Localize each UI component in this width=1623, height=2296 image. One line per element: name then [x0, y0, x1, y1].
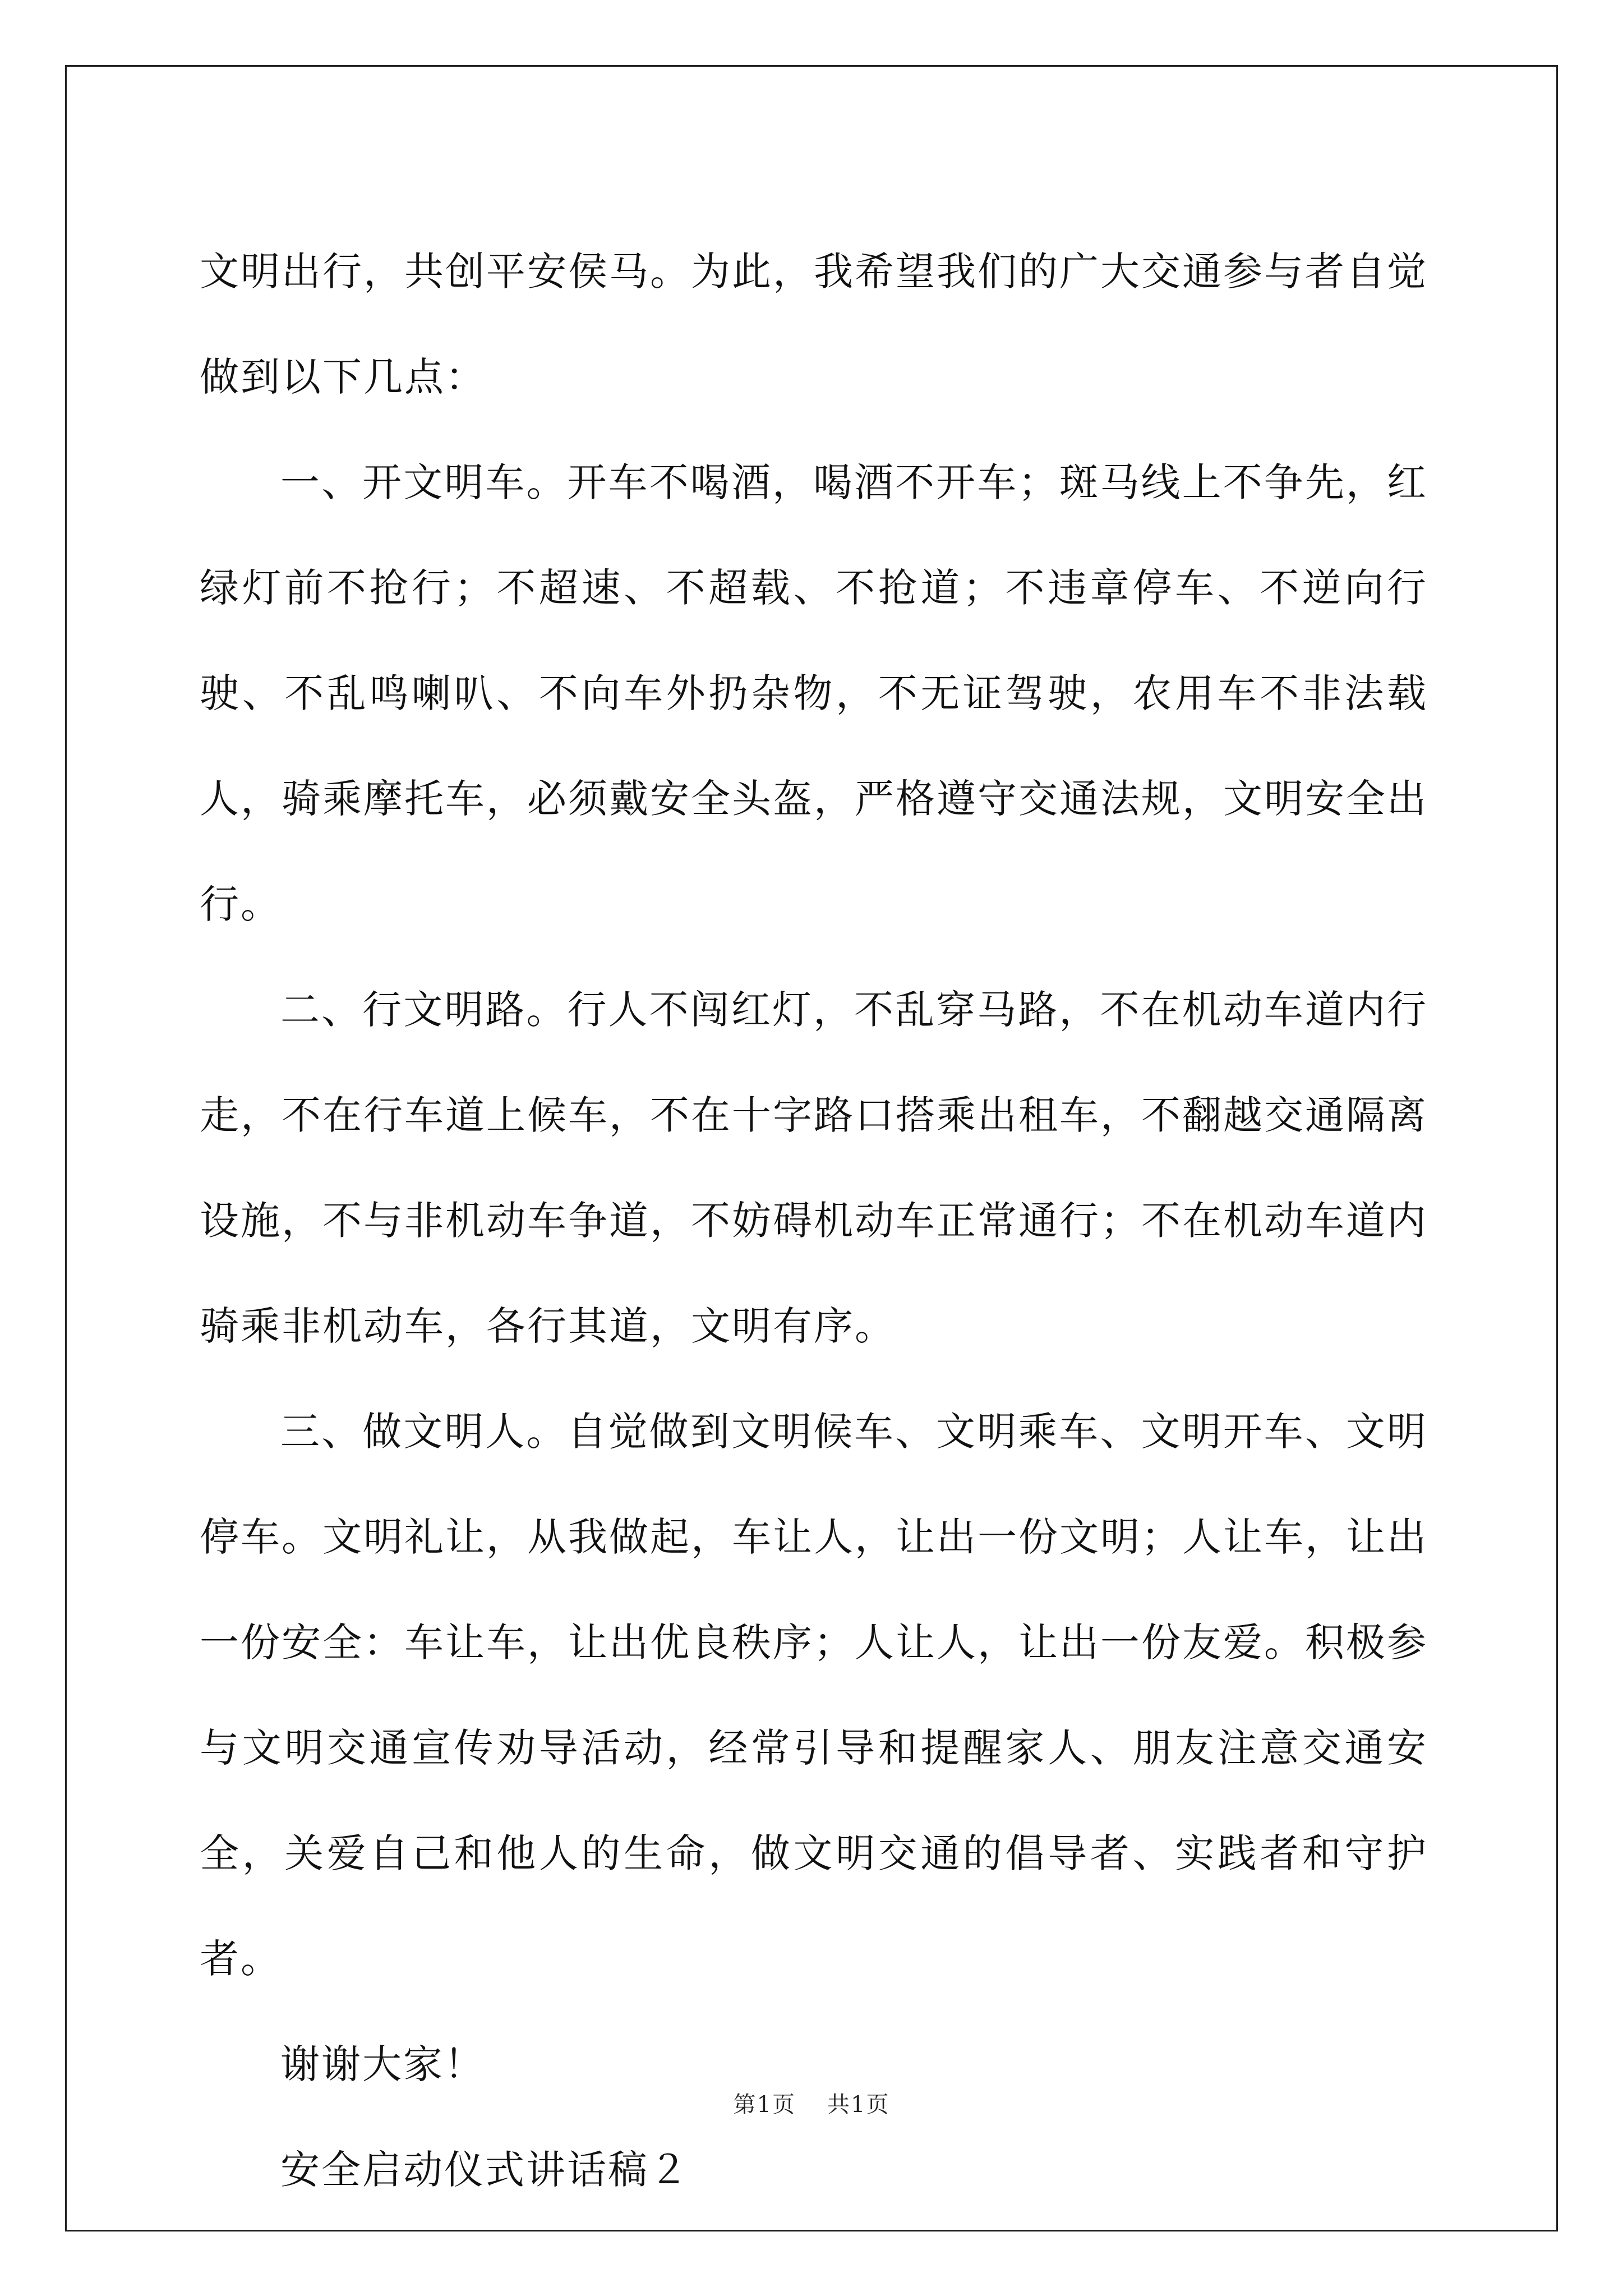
paragraph-point-three: 三、做文明人。自觉做到文明候车、文明乘车、文明开车、文明停车。文明礼让，从我做起，车让人，让出一份文明；人让车，让出一份安全：车让车，让出优良秩序；人让人，让出一份友爱。积极参与文明交通宣传劝导活动，经常引导和提醒家人、朋友注意交通安全，关爱自己和他人的生命，做文明交通的倡导者、实践者和守护者。 — [200, 1409, 1428, 1982]
page-footer — [0, 2087, 1623, 2119]
document-body — [200, 219, 1428, 2223]
page-number: 第1页 — [733, 2092, 796, 2118]
paragraph-thanks: 谢谢大家！ — [280, 2041, 485, 2087]
page-total: 共1页 — [827, 2092, 890, 2118]
paragraph-point-one: 一、开文明车。开车不喝酒，喝酒不开车；斑马线上不争先，红绿灯前不抢行；不超速、不超载、不抢道；不违章停车、不逆向行驶、不乱鸣喇叭、不向车外扔杂物，不无证驾驶，农用车不非法载人，骑乘摩托车，必须戴安全头盔，严格遵守交通法规，文明安全出行。 — [200, 459, 1428, 927]
paragraph-intro: 文明出行，共创平安侯马。为此，我希望我们的广大交通参与者自觉做到以下几点： — [200, 249, 1428, 400]
paragraph-next-title: 安全启动仪式讲话稿２ — [280, 2147, 690, 2193]
paragraph-point-two: 二、行文明路。行人不闯红灯，不乱穿马路，不在机动车道内行走，不在行车道上候车，不在十字路口搭乘出租车，不翻越交通隔离设施，不与非机动车争道，不妨碍机动车正常通行；不在机动车道内骑乘非机动车，各行其道，文明有序。 — [200, 987, 1428, 1349]
